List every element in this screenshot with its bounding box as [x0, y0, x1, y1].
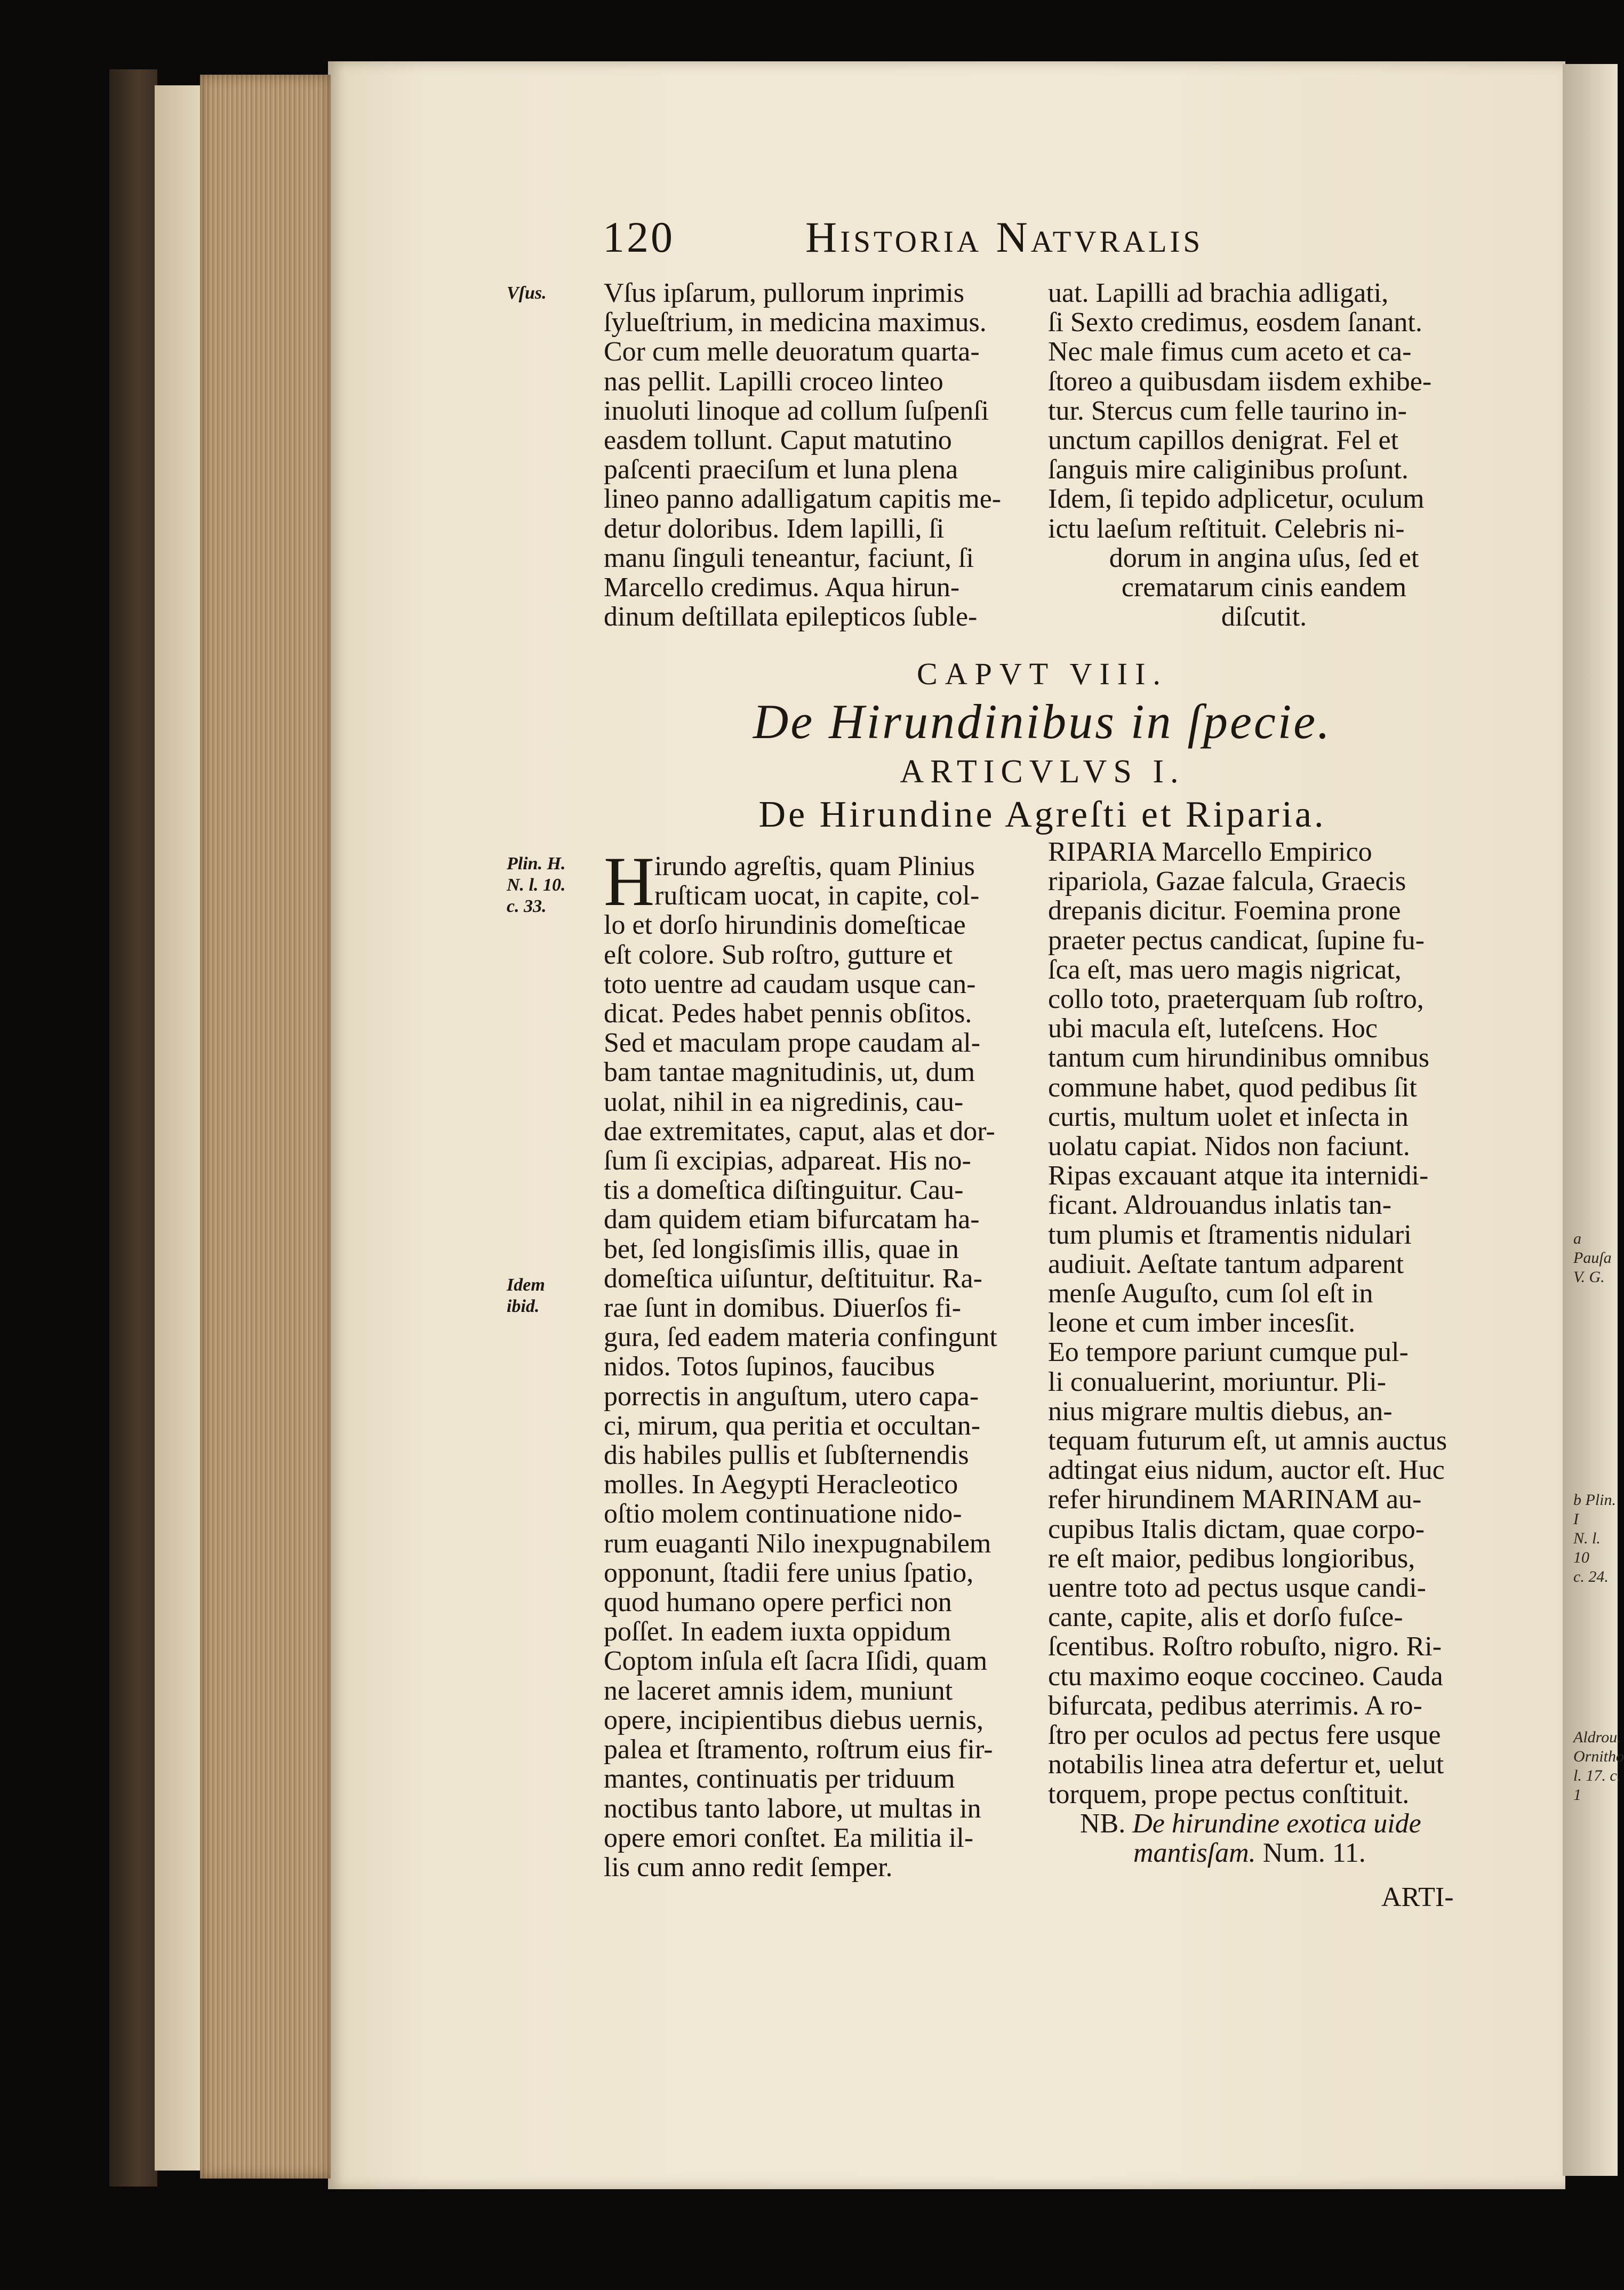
- text-line: noctibus tanto labore, ut multas in: [604, 1793, 981, 1824]
- margin-note-line: ibid.: [507, 1296, 540, 1316]
- text-line: molles. In Aegypti Heracleotico: [604, 1469, 958, 1500]
- text-line: gura, ſed eadem materia confingunt: [604, 1322, 997, 1353]
- text-line: tequam futurum eſt, ut amnis auctus: [1048, 1426, 1447, 1456]
- text-line: opponunt, ſtadii fere unius ſpatio,: [604, 1557, 974, 1588]
- text-line: tis a domeſtica diſtinguitur. Cau-: [604, 1175, 964, 1206]
- text-line: mantes, continuatis per triduum: [604, 1764, 955, 1795]
- text-line: dorum in angina uſus, ſed et: [1109, 542, 1419, 573]
- text-line: li conualuerint, moriuntur. Pli-: [1048, 1366, 1387, 1397]
- note-line-1: [1048, 1809, 1481, 1838]
- text-line: menſe Auguſto, cum ſol eſt in: [1048, 1278, 1373, 1309]
- text-line: inuoluti linoque ad collum ſuſpenſi: [604, 395, 989, 426]
- text-line: notabilis linea atra defertur et, uelut: [1048, 1749, 1444, 1780]
- text-line: ictu laeſum reſtituit. Celebris ni-: [1048, 513, 1405, 544]
- page-block-edge: [200, 75, 331, 2179]
- facing-page-edge: [1563, 64, 1624, 2176]
- text-line: ſtro per oculos ad pectus fere usque: [1048, 1720, 1441, 1751]
- text-line: dae extremitates, caput, alas et dor-: [604, 1116, 995, 1147]
- note-text: De hirundine exotica uide: [1132, 1808, 1421, 1839]
- text-line: easdem tollunt. Caput matutino: [604, 425, 952, 456]
- text-line: Vſus ipſarum, pullorum inprimis: [604, 278, 964, 308]
- text-line: audiuit. Aeſtate tantum adparent: [1048, 1248, 1404, 1279]
- text-line: Nec male fimus cum aceto et ca-: [1048, 337, 1412, 367]
- text-line: refer hirundinem MARINAM au-: [1048, 1484, 1422, 1515]
- text-line: ſum ſi excipias, adpareat. His no-: [604, 1146, 971, 1176]
- catchword: ARTI-: [1381, 1882, 1454, 1912]
- text-line: ſca eſt, mas uero magis nigricat,: [1048, 954, 1402, 985]
- facing-note-line: N. l. 10: [1573, 1530, 1601, 1566]
- facing-margin-note-2: [1573, 1491, 1618, 1587]
- margin-note-usus: Vſus.: [507, 283, 547, 303]
- facing-note-line: Aldrou.: [1573, 1728, 1621, 1746]
- text-line: uolatu capiat. Nidos non faciunt.: [1048, 1131, 1410, 1162]
- note-text: mantisſam.: [1133, 1837, 1256, 1868]
- facing-note-line: b Plin. I: [1573, 1491, 1616, 1528]
- text-line: lineo panno adalligatum capitis me-: [604, 484, 1002, 515]
- text-line: tum plumis et ſtramentis nidulari: [1048, 1219, 1412, 1250]
- text-line: palea et ſtramento, roſtrum eius fir-: [604, 1734, 993, 1765]
- text-line: ſtoreo a quibusdam iisdem exhibe-: [1048, 366, 1432, 397]
- text-line: dam quidem etiam bifurcatam ha-: [604, 1204, 980, 1235]
- text-line: opere, incipientibus diebus uernis,: [604, 1704, 983, 1735]
- drop-cap: H: [604, 842, 655, 920]
- text-line: dinum deſtillata epilepticos ſuble-: [604, 602, 978, 632]
- note-number: Num. 11.: [1262, 1837, 1366, 1868]
- text-line: cupibus Italis dictam, quae corpo-: [1048, 1514, 1425, 1544]
- text-line: quod humano opere perfici non: [604, 1587, 952, 1618]
- text-line: bet, ſed longisſimis illis, quae in: [604, 1234, 959, 1264]
- text-line: porrectis in anguſtum, utero capa-: [604, 1381, 979, 1412]
- text-line: unctum capillos denigrat. Fel et: [1048, 425, 1399, 456]
- text-line: uentre toto ad pectus usque candi-: [1048, 1573, 1426, 1604]
- text-line: ne laceret amnis idem, muniunt: [604, 1675, 953, 1706]
- text-line: paſcenti praeciſum et luna plena: [604, 454, 958, 485]
- text-line: nas pellit. Lapilli croceo linteo: [604, 366, 943, 397]
- text-line: eſt colore. Sub roſtro, gutture et: [604, 939, 953, 970]
- text-line: bifurcata, pedibus aterrimis. A ro-: [1048, 1690, 1422, 1721]
- text-line: dis habiles pullis et ſubſternendis: [604, 1440, 969, 1471]
- text-line: oſtio molem continuatione nido-: [604, 1499, 962, 1530]
- text-line: adtingat eius nidum, auctor eſt. Huc: [1048, 1455, 1445, 1486]
- text-line: dicat. Pedes habet pennis obſitos.: [604, 998, 972, 1029]
- note-marker: NB.: [1080, 1808, 1126, 1839]
- text-line: tur. Stercus cum felle taurino in-: [1048, 395, 1407, 426]
- chapter-label: CAPVT VIII.: [917, 656, 1168, 691]
- text-line: ruſticam uocat, in capite, col-: [654, 880, 980, 911]
- margin-note-idem: [507, 1275, 545, 1317]
- text-line: ficant. Aldrouandus inlatis tan-: [1048, 1190, 1392, 1221]
- text-line: poſſet. In eadem iuxta oppidum: [604, 1616, 951, 1647]
- text-line: nidos. Totos ſupinos, faucibus: [604, 1351, 935, 1382]
- text-line: rum euaganti Nilo inexpugnabilem: [604, 1528, 991, 1559]
- text-line: ripariola, Gazae falcula, Graecis: [1048, 866, 1406, 897]
- text-line: opere emori conſtet. Ea militia il-: [604, 1822, 974, 1853]
- facing-note-line: V. G.: [1573, 1268, 1605, 1286]
- text-line: rae ſunt in domibus. Diuerſos fi-: [604, 1293, 962, 1324]
- text-line: torquem, prope pectus conſtituit.: [1048, 1779, 1410, 1809]
- book-cover-board: [109, 69, 157, 2187]
- text-line: domeſtica uiſuntur, deſtituitur. Ra-: [604, 1263, 982, 1294]
- text-line: curtis, multum uolet et inſecta in: [1048, 1101, 1409, 1132]
- facing-note-line: c. 24.: [1573, 1568, 1609, 1586]
- text-line: manu ſinguli teneantur, faciunt, ſi: [604, 542, 974, 573]
- article-label: ARTICVLVS I.: [900, 754, 1185, 790]
- text-line: ubi macula eſt, luteſcens. Hoc: [1048, 1013, 1378, 1044]
- facing-margin-note-1: [1573, 1229, 1618, 1287]
- text-line: Marcello credimus. Aqua hirun-: [604, 572, 960, 603]
- text-line: Idem, ſi tepido adplicetur, oculum: [1048, 484, 1425, 515]
- text-line: ſi Sexto credimus, eosdem ſanant.: [1048, 307, 1422, 338]
- text-line: lis cum anno redit ſemper.: [604, 1852, 893, 1883]
- text-line: ſylueſtrium, in medicina maximus.: [604, 307, 987, 338]
- margin-note-line: Idem: [507, 1275, 545, 1295]
- text-line: uolat, nihil in ea nigredinis, cau-: [604, 1086, 964, 1117]
- text-line: Sed et maculam prope caudam al-: [604, 1028, 981, 1059]
- margin-note-line: c. 33.: [507, 896, 547, 916]
- text-line: Cor cum melle deuoratum quarta-: [604, 337, 980, 367]
- text-line: ctu maximo eoque coccineo. Cauda: [1048, 1661, 1443, 1692]
- page-number: 120: [603, 213, 675, 261]
- text-line: Ripas excauant atque ita internidi-: [1048, 1160, 1429, 1191]
- top-right-column: [1048, 278, 1480, 631]
- text-line: tantum cum hirundinibus omnibus: [1048, 1043, 1429, 1074]
- text-line: commune habet, quod pedibus ſit: [1048, 1072, 1417, 1103]
- text-line: ſanguis mire caliginibus proſunt.: [1048, 454, 1409, 485]
- text-line: detur doloribus. Idem lapilli, ſi: [604, 513, 945, 544]
- running-title: Historia Natvralis: [805, 213, 1204, 261]
- text-line: cante, capite, alis et dorſo fuſce-: [1048, 1602, 1403, 1633]
- text-line: drepanis dicitur. Foemina prone: [1048, 895, 1401, 926]
- top-left-column: [604, 278, 1030, 631]
- text-line: Eo tempore pariunt cumque pul-: [1048, 1337, 1409, 1368]
- article-title: De Hirundine Agreſti et Riparia.: [758, 794, 1326, 835]
- margin-note-line: N. l. 10.: [507, 875, 566, 895]
- bottom-right-column: [1048, 837, 1481, 1868]
- text-line: nius migrare multis diebus, an-: [1048, 1396, 1393, 1427]
- text-line: ci, mirum, qua peritia et occultan-: [604, 1410, 981, 1441]
- text-line: uat. Lapilli ad brachia adligati,: [1048, 278, 1389, 308]
- text-line: Coptom inſula eſt ſacra Iſidi, quam: [604, 1646, 988, 1677]
- margin-note-line: Plin. H.: [507, 854, 566, 874]
- facing-note-line: Ornitho: [1573, 1748, 1624, 1765]
- margin-note-plinius: [507, 853, 566, 917]
- chapter-title: De Hirundinibus in ſpecie.: [753, 694, 1332, 749]
- text-line: lo et dorſo hirundinis domeſticae: [604, 910, 966, 941]
- text-line: leone et cum imber incesſit.: [1048, 1308, 1356, 1339]
- endpaper-edge: [155, 85, 205, 2171]
- text-line: toto uentre ad caudam usque can-: [604, 968, 976, 999]
- text-line: collo toto, praeterquam ſub roſtro,: [1048, 984, 1424, 1015]
- text-line: praeter pectus candicat, ſupine fu-: [1048, 925, 1425, 956]
- text-line: RIPARIA Marcello Empirico: [1048, 837, 1372, 867]
- facing-margin-note-3: [1573, 1728, 1624, 1805]
- text-line: irundo agreſtis, quam Plinius: [654, 851, 975, 882]
- text-line: bam tantae magnitudinis, ut, dum: [604, 1057, 975, 1088]
- text-line: re eſt maior, pedibus longioribus,: [1048, 1543, 1415, 1574]
- facing-note-line: l. 17. c. 1: [1573, 1767, 1621, 1804]
- text-line: crematarum cinis eandem: [1121, 572, 1407, 603]
- text-line: ſcentibus. Roſtro robuſto, nigro. Ri-: [1048, 1631, 1442, 1662]
- note-line-2: [1048, 1838, 1481, 1868]
- text-line: diſcutit.: [1221, 602, 1307, 632]
- bottom-left-column: [604, 852, 1030, 1882]
- facing-note-line: a Pauſa: [1573, 1230, 1612, 1267]
